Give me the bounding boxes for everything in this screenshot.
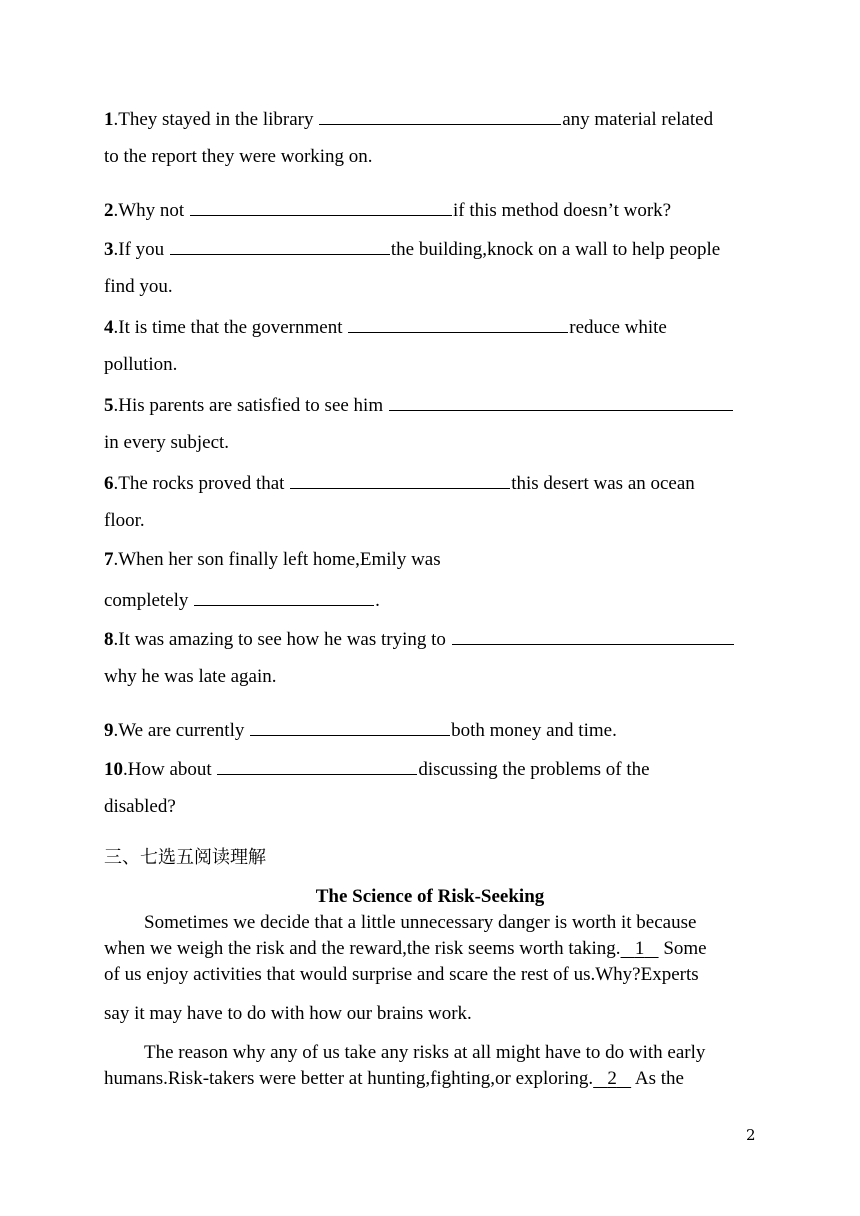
question-text: .If you bbox=[113, 239, 169, 260]
answer-blank[interactable] bbox=[452, 627, 734, 645]
question-text: any material related bbox=[562, 109, 714, 130]
question-number: 9 bbox=[104, 720, 114, 741]
passage-line bbox=[104, 1068, 684, 1090]
question-number: 2 bbox=[104, 200, 114, 221]
passage-blank-1[interactable] bbox=[621, 938, 659, 959]
question-text: .It is time that the government bbox=[113, 317, 348, 338]
question-2 bbox=[104, 198, 671, 222]
passage-text: when we weigh the risk and the reward,the risk seems worth taking. bbox=[104, 938, 621, 959]
answer-blank[interactable] bbox=[348, 315, 568, 333]
question-text: reduce white bbox=[569, 317, 667, 338]
question-7 bbox=[104, 549, 441, 571]
question-4 bbox=[104, 315, 667, 339]
question-8-continuation: why he was late again. bbox=[104, 666, 277, 687]
question-1 bbox=[104, 107, 713, 131]
question-text: this desert was an ocean bbox=[511, 473, 695, 494]
question-text: both money and time. bbox=[451, 720, 617, 741]
blank-number: 2 bbox=[607, 1068, 617, 1089]
question-number: 5 bbox=[104, 395, 114, 416]
question-10 bbox=[104, 757, 650, 781]
passage-text: Some bbox=[658, 938, 707, 959]
question-1-continuation: to the report they were working on. bbox=[104, 146, 373, 167]
question-5 bbox=[104, 393, 734, 417]
question-number: 10 bbox=[104, 759, 123, 780]
answer-blank[interactable] bbox=[190, 198, 452, 216]
question-9 bbox=[104, 718, 617, 742]
question-6-continuation: floor. bbox=[104, 510, 145, 531]
question-text: .We are currently bbox=[113, 720, 250, 741]
question-5-continuation: in every subject. bbox=[104, 432, 230, 453]
passage-line: The reason why any of us take any risks at all might have to do with early bbox=[144, 1042, 706, 1063]
question-number: 4 bbox=[104, 317, 114, 338]
question-3-continuation: find you. bbox=[104, 276, 173, 297]
answer-blank[interactable] bbox=[250, 718, 450, 736]
question-number: 3 bbox=[104, 239, 114, 260]
question-10-continuation: disabled? bbox=[104, 796, 176, 817]
passage-line: Sometimes we decide that a little unnecessary danger is worth it because bbox=[144, 912, 697, 933]
answer-blank[interactable] bbox=[217, 757, 417, 775]
answer-blank[interactable] bbox=[290, 471, 510, 489]
question-text: .The rocks proved that bbox=[113, 473, 290, 494]
question-text: . bbox=[375, 590, 380, 611]
question-text: .They stayed in the library bbox=[113, 109, 319, 130]
question-text: .Why not bbox=[113, 200, 189, 221]
question-number: 7 bbox=[104, 549, 114, 570]
question-6 bbox=[104, 471, 695, 495]
passage-blank-2[interactable] bbox=[593, 1068, 631, 1089]
passage-line: say it may have to do with how our brains work. bbox=[104, 1003, 472, 1024]
question-text: .His parents are satisfied to see him bbox=[113, 395, 388, 416]
answer-blank[interactable] bbox=[170, 237, 390, 255]
question-7-continuation bbox=[104, 588, 380, 612]
question-number: 8 bbox=[104, 629, 114, 650]
passage-line bbox=[104, 938, 707, 960]
question-text: .It was amazing to see how he was trying to bbox=[113, 629, 451, 650]
page-number: 2 bbox=[746, 1126, 756, 1144]
passage-text: humans.Risk-takers were better at hunting,fighting,or exploring. bbox=[104, 1068, 594, 1089]
question-text: .How about bbox=[123, 759, 217, 780]
passage-text: As the bbox=[631, 1068, 684, 1089]
passage-line: of us enjoy activities that would surprise and scare the rest of us.Why?Experts bbox=[104, 964, 699, 985]
blank-number: 1 bbox=[634, 938, 645, 959]
question-text: if this method doesn’t work? bbox=[452, 200, 672, 221]
question-text: discussing the problems of the bbox=[418, 759, 650, 780]
question-8 bbox=[104, 627, 735, 651]
question-3 bbox=[104, 237, 720, 261]
answer-blank[interactable] bbox=[194, 588, 374, 606]
question-4-continuation: pollution. bbox=[104, 354, 178, 375]
question-text: the building,knock on a wall to help people bbox=[390, 239, 721, 260]
question-number: 6 bbox=[104, 473, 114, 494]
answer-blank[interactable] bbox=[319, 107, 561, 125]
passage-title: The Science of Risk-Seeking bbox=[315, 886, 545, 907]
section-heading: 三、七选五阅读理解 bbox=[104, 847, 266, 868]
answer-blank[interactable] bbox=[389, 393, 733, 411]
question-text: .When her son finally left home,Emily was bbox=[113, 549, 441, 570]
question-text: completely bbox=[104, 590, 194, 611]
question-number: 1 bbox=[104, 109, 114, 130]
